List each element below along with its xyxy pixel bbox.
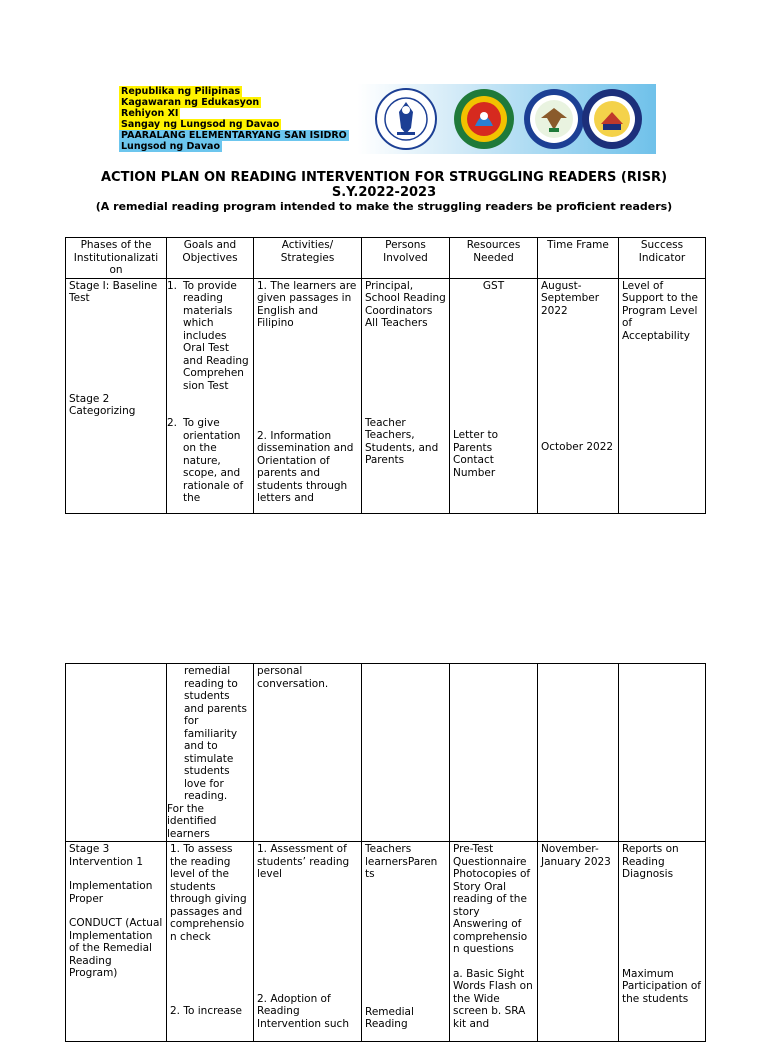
resources-cell <box>450 664 538 842</box>
activity-2: 2. Information dissemination and Orientation of parents and students through letters and <box>257 429 354 504</box>
resources-2: Letter to Parents Contact Number <box>453 429 499 479</box>
activities-cell <box>254 278 362 513</box>
goals-cell <box>167 278 254 513</box>
region-xi-seal-icon <box>523 88 585 150</box>
success-1: Level of Support to the Program Level of Acceptability <box>622 279 698 342</box>
header-time-frame: Time Frame <box>538 238 619 279</box>
resources-4: a. Basic Sight Words Flash on the Wide screen b. SRA kit and <box>453 967 533 1030</box>
phase-implementation: Implementation Proper <box>69 880 153 905</box>
persons-cell <box>362 842 450 1042</box>
resources-cell <box>450 842 538 1042</box>
phase-stage-3: Stage 3 Intervention 1 <box>69 843 144 868</box>
resources-cell <box>450 278 538 513</box>
goal-item-2: 2. To give orientation on the nature, scope, and rationale of the <box>167 417 244 504</box>
letterhead-banner <box>113 84 656 154</box>
phase-cell <box>66 842 167 1042</box>
goal-continuation: remedial reading to students and parents for familiarity and to stimulate students love for reading. <box>184 665 247 802</box>
goals-cell <box>167 842 254 1042</box>
header-activities: Activities/ Strategies <box>254 238 362 279</box>
success-3: Reports on Reading Diagnosis <box>622 843 679 880</box>
activity-1: 1. The learners are given passages in English and Filipino <box>257 279 357 329</box>
document-title: ACTION PLAN ON READING INTERVENTION FOR STRUGGLING READERS (RISR) <box>100 170 668 185</box>
activity-adoption: 2. Adoption of Reading Intervention such <box>257 992 349 1030</box>
header-goals: Goals and Objectives <box>167 238 254 279</box>
header-resources: Resources Needed <box>450 238 538 279</box>
time-frame-2: October 2022 <box>541 441 614 453</box>
time-frame-cell <box>538 664 619 842</box>
resources-1: GST <box>482 279 505 292</box>
persons-2: Teacher Teachers, Students, and Parents <box>365 416 439 466</box>
table-header-row <box>66 238 706 279</box>
header-line-republic: Republika ng Pilipinas <box>121 86 241 97</box>
phase-conduct: CONDUCT (Actual Implementation of the Remedial Reading Program) <box>69 917 163 979</box>
table-row <box>66 664 706 842</box>
school-year: S.Y.2022-2023 <box>331 185 437 200</box>
header-line-city: Lungsod ng Davao <box>121 141 220 152</box>
header-persons: Persons Involved <box>362 238 450 279</box>
persons-4: Remedial Reading <box>365 1005 414 1030</box>
success-cell <box>619 842 706 1042</box>
goal-item-1: 1. To provide reading materials which includes Oral Test and Reading Comprehen sion Test <box>167 279 249 392</box>
school-seal-icon <box>581 88 643 150</box>
document-subtitle: (A remedial reading program intended to make the struggling readers be proficient readers) <box>95 200 673 213</box>
resources-3: Pre-Test Questionnaire Photocopies of Story Oral reading of the story Answering of comprehensio n questions <box>453 843 531 955</box>
davao-city-division-seal-icon <box>453 88 515 150</box>
header-line-department: Kagawaran ng Edukasyon <box>121 97 260 108</box>
phase-stage-2: Stage 2 Categorizing <box>69 392 136 417</box>
activity-continuation: personal conversation. <box>257 665 329 690</box>
phase-stage-1: Stage I: Baseline Test <box>69 279 158 304</box>
goal-identified-learners: For the identified learners <box>167 802 217 840</box>
time-frame-3: November-January 2023 <box>541 843 611 868</box>
header-phases: Phases of the Institutionalizati on <box>66 238 167 279</box>
time-frame-cell <box>538 278 619 513</box>
table-row <box>66 842 706 1042</box>
persons-cell <box>362 664 450 842</box>
success-cell <box>619 278 706 513</box>
success-4: Maximum Participation of the students <box>622 967 702 1005</box>
deped-seal-icon <box>375 88 437 150</box>
goal-increase: 2. To increase <box>170 1005 243 1017</box>
goal-assess: 1. To assess the reading level of the students through giving passages and comprehensio n check <box>170 843 247 943</box>
persons-1: Principal, School Reading Coordinators All Teachers <box>365 279 446 329</box>
persons-cell <box>362 278 450 513</box>
phase-cell <box>66 278 167 513</box>
activities-cell <box>254 664 362 842</box>
header-line-school: PAARALANG ELEMENTARYANG SAN ISIDRO <box>121 130 347 141</box>
action-plan-table-page-2 <box>65 663 706 1042</box>
header-line-region: Rehiyon XI <box>121 108 179 119</box>
activities-cell <box>254 842 362 1042</box>
phase-cell <box>66 664 167 842</box>
action-plan-table-page-1 <box>65 237 706 514</box>
success-cell <box>619 664 706 842</box>
time-frame-1: August-September 2022 <box>541 279 600 317</box>
time-frame-cell <box>538 842 619 1042</box>
goals-cell <box>167 664 254 842</box>
activity-assessment: 1. Assessment of students’ reading level <box>257 843 350 880</box>
header-success: Success Indicator <box>619 238 706 279</box>
table-row <box>66 278 706 513</box>
persons-3: Teachers learnersParen ts <box>365 843 438 880</box>
header-line-division: Sangay ng Lungsod ng Davao <box>121 119 280 130</box>
